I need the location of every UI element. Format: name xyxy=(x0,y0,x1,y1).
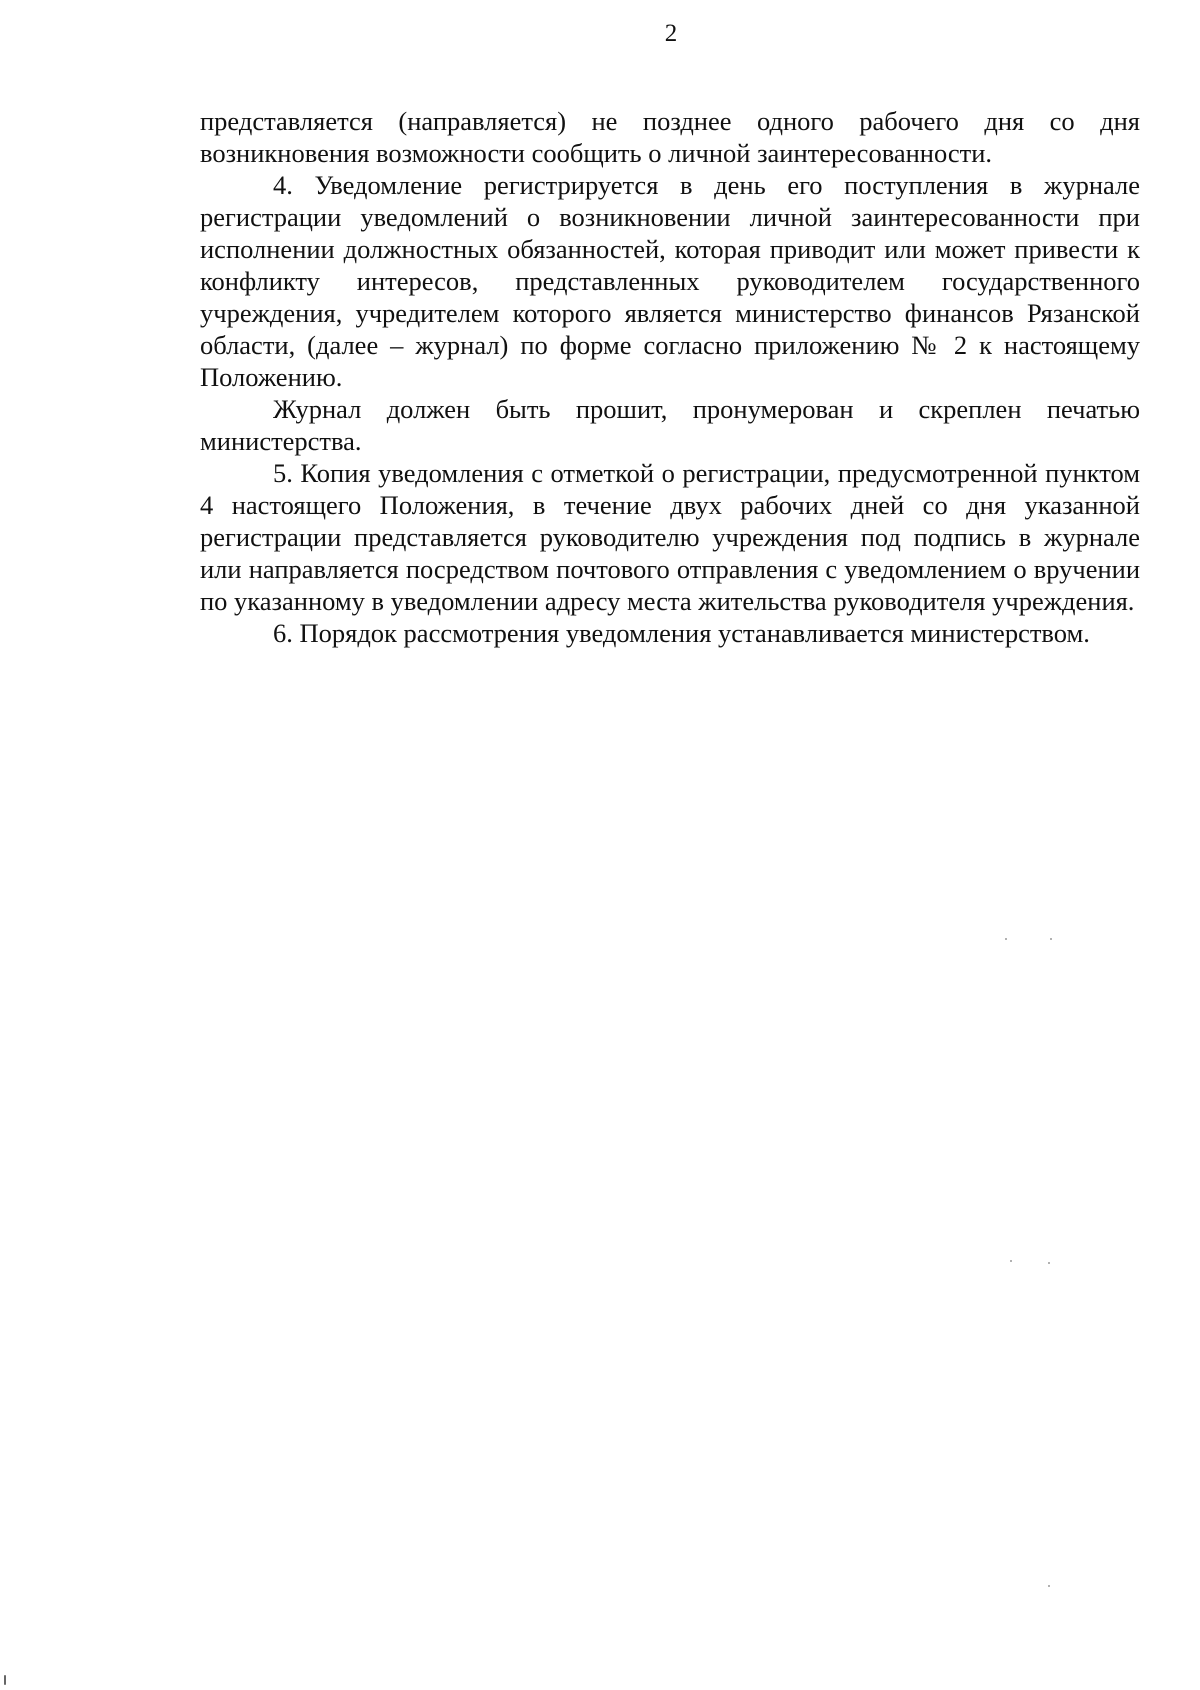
scan-speck xyxy=(1010,1260,1012,1262)
scan-speck xyxy=(1050,938,1052,940)
paragraph-continuation: представляется (направляется) не позднее одного рабочего дня со дня возникновения возможности сообщить о личной заинтересованности. xyxy=(200,106,1140,168)
paragraph-item-6: 6. Порядок рассмотрения уведомления устанавливается министерством. xyxy=(273,618,1090,648)
paragraph-item-5: 5. Копия уведомления с отметкой о регистрации, предусмотренной пунктом 4 настоящего Положения, в течение двух рабочих дней со дня указанной регистрации представляется руководителю учреждения под подпись в журнале или направляется посредством почтового отправления с уведомлением о вручении по указанному в уведомлении адресу места жительства руководителя учреждения. xyxy=(200,458,1140,616)
scan-edge-mark xyxy=(4,1675,6,1685)
page-number: 2 xyxy=(664,20,678,47)
scan-speck xyxy=(1048,1262,1050,1264)
paragraph-journal-binding: Журнал должен быть прошит, пронумерован и скреплен печатью министерства. xyxy=(200,394,1140,456)
scan-speck xyxy=(1048,1585,1050,1587)
paragraph-item-4: 4. Уведомление регистрируется в день его поступления в журнале регистрации уведомлений о возникновении личной заинтересованности при исполнении должностных обязанностей, которая приводит или может привести к конфликту интересов, представленных руководителем государственного учреждения, учредителем которого является министерство финансов Рязанской области, (далее – журнал) по форме согласно приложению № 2 к настоящему Положению. xyxy=(200,170,1140,392)
scan-speck xyxy=(1005,938,1007,940)
document-body xyxy=(200,105,1140,649)
